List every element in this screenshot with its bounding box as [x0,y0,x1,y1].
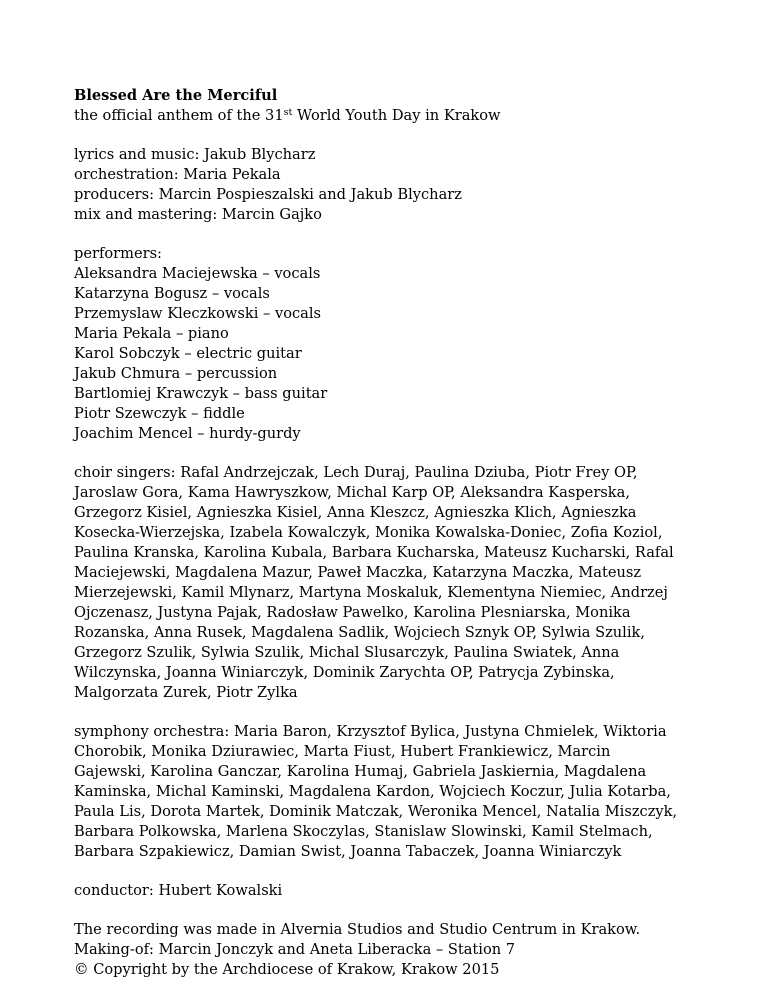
performer-item: Przemyslaw Kleczkowski – vocals [74,305,322,322]
performer-item: Karol Sobczyk – electric guitar [74,345,302,362]
choir-line: Rozanska, Anna Rusek, Magdalena Sadlik, Wojciech Sznyk OP, Sylwia Szulik, [74,624,645,641]
performer-item: Katarzyna Bogusz – vocals [74,285,270,302]
orchestra-line: Kaminska, Michal Kaminski, Magdalena Kardon, Wojciech Koczur, Julia Kotarba, [74,783,671,800]
choir-line: Grzegorz Szulik, Sylwia Szulik, Michal Slusarczyk, Paulina Swiatek, Anna [74,644,620,661]
song-subtitle [74,106,734,126]
choir-line: Wilczynska, Joanna Winiarczyk, Dominik Zarychta OP, Patrycja Zybinska, [74,664,615,681]
header-block [74,86,734,126]
performer-item: Jakub Chmura – percussion [74,365,278,382]
performer-item: Maria Pekala – piano [74,325,229,342]
orchestra-line: Gajewski, Karolina Ganczar, Karolina Humaj, Gabriela Jaskiernia, Magdalena [74,763,647,780]
credit-line: producers: Marcin Pospieszalski and Jakub Blycharz [74,186,462,203]
choir-line: Jaroslaw Gora, Kama Hawryszkow, Michal Karp OP, Aleksandra Kasperska, [74,484,630,501]
credit-line: mix and mastering: Marcin Gajko [74,206,322,223]
orchestra-line: Chorobik, Monika Dziurawiec, Marta Fiust, Hubert Frankiewicz, Marcin [74,743,611,760]
orchestra-line: symphony orchestra: Maria Baron, Krzysztof Bylica, Justyna Chmielek, Wiktoria [74,723,667,740]
performer-item: Aleksandra Maciejewska – vocals [74,265,321,282]
performer-item: Piotr Szewczyk – fiddle [74,405,245,422]
credit-line: lyrics and music: Jakub Blycharz [74,146,316,163]
choir-line: Grzegorz Kisiel, Agnieszka Kisiel, Anna Kleszcz, Agnieszka Klich, Agnieszka [74,504,637,521]
making-of-note: Making-of: Marcin Jonczyk and Aneta Liberacka – Station 7 [74,941,516,958]
credit-line: orchestration: Maria Pekala [74,166,281,183]
performer-item: Bartlomiej Krawczyk – bass guitar [74,385,328,402]
performer-item: Joachim Mencel – hurdy-gurdy [74,425,301,442]
choir-line: Mierzejewski, Kamil Mlynarz, Martyna Moskaluk, Klementyna Niemiec, Andrzej [74,584,668,601]
orchestra-line: Barbara Szpakiewicz, Damian Swist, Joanna Tabaczek, Joanna Winiarczyk [74,843,622,860]
choir-line: Ojczenasz, Justyna Pajak, Radosław Pawelko, Karolina Plesniarska, Monika [74,604,631,621]
copyright-note: © Copyright by the Archdiocese of Krakow, Krakow 2015 [74,961,500,978]
orchestra-line: Paula Lis, Dorota Martek, Dominik Matczak, Weronika Mencel, Natalia Miszczyk, [74,803,678,820]
choir-line: Kosecka-Wierzejska, Izabela Kowalczyk, Monika Kowalska-Doniec, Zofia Koziol, [74,524,663,541]
performers-heading: performers: [74,245,162,262]
subtitle-text: the official anthem of the 31 [74,107,284,124]
conductor-line: conductor: Hubert Kowalski [74,882,283,899]
choir-block [74,463,734,703]
recording-note: The recording was made in Alvernia Studios and Studio Centrum in Krakow. [74,921,641,938]
choir-line: Maciejewski, Magdalena Mazur, Paweł Maczka, Katarzyna Maczka, Mateusz [74,564,642,581]
footer-block [74,920,734,980]
subtitle-text-end: World Youth Day in Krakow [292,107,501,124]
song-title: Blessed Are the Merciful [74,87,278,104]
conductor-block [74,881,734,901]
choir-line: Paulina Kranska, Karolina Kubala, Barbara Kucharska, Mateusz Kucharski, Rafal [74,544,674,561]
orchestra-line: Barbara Polkowska, Marlena Skoczylas, Stanislaw Slowinski, Kamil Stelmach, [74,823,653,840]
subtitle-superscript: st [283,107,293,119]
performers-block [74,244,734,444]
orchestra-block [74,722,734,862]
credits-block [74,145,734,225]
choir-line: Malgorzata Zurek, Piotr Zylka [74,684,298,701]
document-page [74,86,734,980]
choir-line: choir singers: Rafal Andrzejczak, Lech Duraj, Paulina Dziuba, Piotr Frey OP, [74,464,638,481]
